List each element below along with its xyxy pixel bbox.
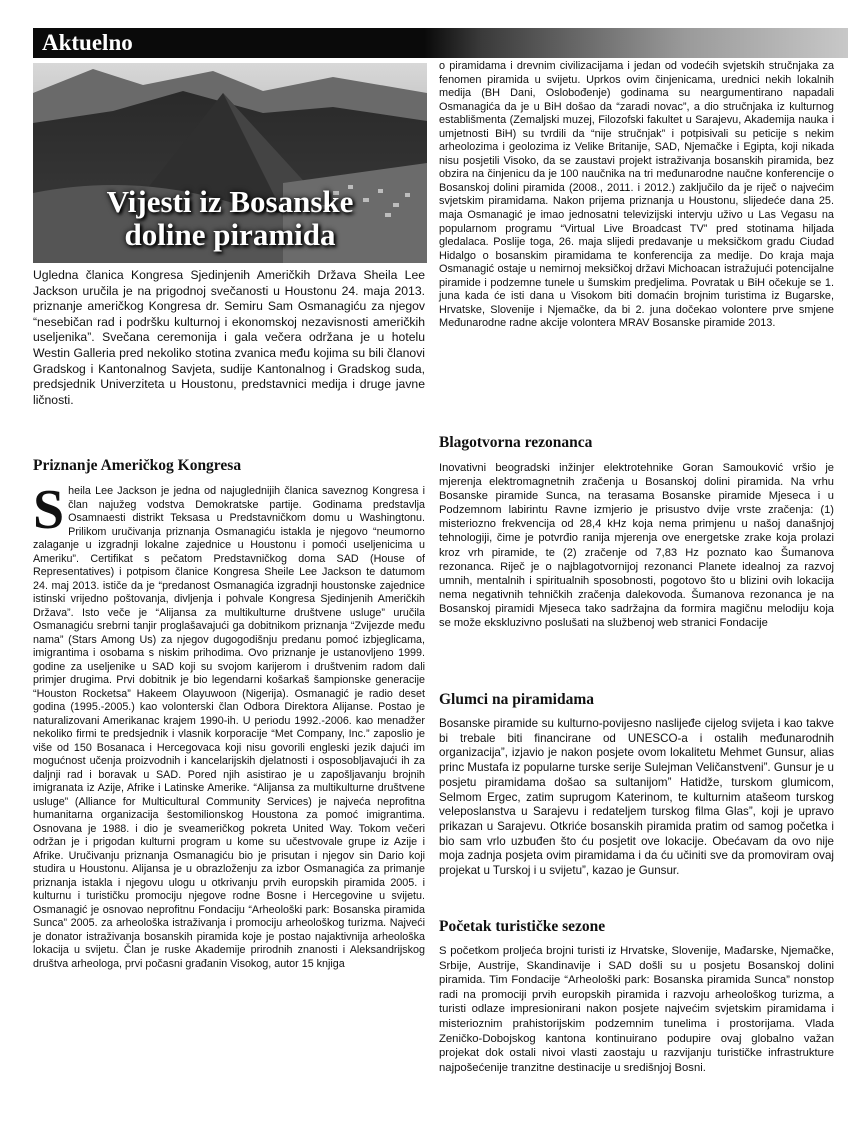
section-body: S početkom proljeća brojni turisti iz Hrvatske, Slovenije, Mađarske, Njemačke, Srbije, Austrije, Skandinavije i SAD došli su u posjetu Bosanskoj dolini piramida. Tim Fondacije “Arheološki park: Bosanska piramida Sunca” nonstop radi na promociji prvih europskih piramida i razvoju arheološkog turizma, a turisti odlaze impresionirani nakon posjete najvećim svjetskim piramidama i misterioznim prahistorijskim podzemnim tunelima i prostorijama. Vlada Zeničko-Dobojskog kantona kontinuirano podupire ovaj globalno važan projekat dok ostali nivoi vlasti zaostaju u razvijanju turističke infrastrukture najpošećenije tranzitne destinacije u središnjoj Bosni. xyxy=(439,945,834,1074)
section-heading: Glumci na piramidama xyxy=(439,691,595,708)
section-glumci xyxy=(439,691,834,879)
continuation-block xyxy=(439,60,834,331)
section-body: heila Lee Jackson je jedna od najuglednijih članica saveznog Kongresa i član najužeg vodstva Demokratske partije. Godinama predstavlja Osamnaesti distrikt Teksasa u Predstavničkom domu u Washingtonu. Prilikom uručivanja priznanja Osmanagiću istakla je njegovo “neumorno zalaganje u izgradnji lokalne zajednice u Houstonu i pomoći useljenicima u Ameriku”. Certifikat s pečatom Predstavničkog doma SAD (House of Representatives) i potpisom članice Kongresa Sheile Lee Jackson te datumom 24. maj 2013. ističe da je “predanost Osmanagića izgradnji houstonske zajednice istinski vrijedno poštovanja, divljenja i pohvale Kongresa Sjedinjenih Američkih Država”. Isto veče je “Alijansa za multikulturne društvene usluge” uručila Osmanagiću srebrni tanjir proglašavajući ga dobitnikom priznanja “Zvijezde među nama” (Stars Among Us) za njegov dugogodišnju predanu pomoć izbjeglicama, imigrantima i osobama s niskim prihodima. Ovo priznanje je ustanovljeno 1999. godine za useljenike u SAD koji su svojom karijerom i društvenim radom dali primjer drugima. Prvi dobitnik je bio legendarni košarkaš šampionske generacije “Houston Rocketsa” Hakeem Olayuwoon (Nigerija). Osmanagić je radio deset godina (1995.-2005.) kao volonterski član Odbora Direktora Alijanse. Postao je naturalizovani Amerikanac krajem 1990-ih. U periodu 1992.-2006. kao menadžer nekoliko firmi te predsjednik i vlasnik korporacije “Met Company, Inc.” zaposlio je više od 150 Bosanaca i Hercegovaca koji nisu govorili engleski jezik dajući im mogućnost učenja proizvodnih i kancelarijskih djelatnosti i osposobljavajući ih za daljnji rad i boravak u SAD. Pored njih asistirao je u zapošljavanju brojnih imigranata iz Azije, Afrike i Latinske Amerike. “Alijansa za multikulturne društvene usluge” (Alliance for Multicultural Community Services) je najveća neprofitna humanitarna organizacija šestomilionskog Houstona za pomoć imigrantima. Osnovana je 1988. i dio je sveameričkog pokreta United Way. Tokom večeri održan je i prigodan kulturni program u kome su učestvovale grupe iz Azije i Afrike. Uručivanju priznanja Osmanagiću bio je prisutan i njegov sin Dario koji studira u Houstonu. Alijansa je u obrazloženju za izbor Osmanagića za primanje priznanja istakla i njegovu ulogu u otkrivanju prvih europskih piramida 2005. i kulturnu i turističku promociju njegove rodne Bosne i Hercegovine u svijetu. Osmanagić je osnovao neprofitnu Fondaciju “Arheološki park: Bosanska piramida Sunca” 2005. za arheološka istraživanja i promociju arheološkog turizma. Najveći je donator istraživanja bosanskih piramida koje je postao najaktivnija arheološka lokacija u svijetu. Član je ruske Akademije prirodnih znanosti i Aleksandrijskog društva arheologa, prvi počasni građanin Visokog, autor 15 knjiga xyxy=(33,485,425,970)
continuation-paragraph: o piramidama i drevnim civilizacijama i jedan od vodećih svjetskih stručnjaka za fenomen piramida u svijetu. Uprkos ovim činjenicama, urednici nekih lokalnih medija (BH Dani, Oslobođenje) godinama su neargumentirano napadali Osmanagića da je u BiH došao da “zaradi novac”, a dio stručnjaka iz kulturnog establišmenta (Zemaljski muzej, Filozofski fakultet u Sarajevu, Akademija nauka i umjetnosti BiH) su tvrdili da “nije stručnjak” i potpisivali su peticije s nekim arheolozima i geolozima iz Velike Britanije, SAD, Njemačke i Egipta, koji nikada nisu posjetili Visoko, da se zaustavi projekt istraživanja bosanskih piramida, bez obzira na činjenicu da je 100 naučnika na tri međunarodne naučne konferencije o Bosanskoj dolini piramida (2008., 2011. i 2012.) zaključilo da je riječ o najvećim svjetskim piramidama. Nakon prijema priznanja u Houstonu, slijedeće dana 25. maja Osmanagić je imao jednosatni televizijski intervju uživo u Las Vegasu na popularnom programu “Virtual Live Broadcast TV” pred stotinama hiljada gledalaca. Poslije toga, 26. maja slijedi predavanje u meksičkom gradu Ciudad Hidalgo o bosanskim piramidama te konferencija za medije. Do kraja maja Osmanagić ostaje u nemirnoj meksičkoj državi Michoacan istražujući potencijalne piramide i podzemne tunele u šumskim predjelima. Povratak u BiH očekuje se 1. juna kada će isti dana u Visokom biti domaćin brojnim turistima iz Bugarske, Hrvatske, Slovenije i Njemačke, da bi 2. juna dočekao volontere prve smjene Međunarodne radne akcije volontera MRAV Bosanske piramide 2013. xyxy=(439,60,834,330)
section-heading: Blagotvorna rezonanca xyxy=(439,434,593,451)
section-priznanje xyxy=(33,457,425,971)
section-heading: Priznanje Američkog Kongresa xyxy=(33,457,242,474)
hero-title-line2: doline piramida xyxy=(124,217,336,252)
section-body: Inovativni beogradski inžinjer elektrotehnike Goran Samouković vršio je mjerenja elektromagnetnih zračenja u Bosanskoj dolini piramida. Na vrhu Bosanske piramide Sunca, na terasama Bosanske piramide Mjeseca i u Podzemnom labirintu Ravne izmjerio je prisustvo dvije vrste zračenja: (1) misteriozno frekvencija od 28,4 kHz koja nema primjenu u našoj današnjoj tehnologiji, čime je potvrđio ranija mjerenja ove energetske zrake koja prolazi kroz vrh piramide, te (2) zračenje od 7,83 Hz poznato kao Šumanova rezonanca. Riječ je o najblagotvornijoj rezonanci Planete idealnoj za razvoj umnih, mentalnih i spiritualnih sposobnosti, pogotovo što u blizini ovih lokacija nema negativnih tehničkih zračenja dalekovoda. Šumanova rezonanca je na Bosanskoj piramidi Mjeseca tako sadržajna da formira magičnu melodiju koja se može ekskluzivno poslušati na službenoj web stranici Fondacije xyxy=(439,462,834,630)
banner-title: Aktuelno xyxy=(42,30,133,55)
hero-title-line1: Vijesti iz Bosanske xyxy=(106,184,354,219)
section-banner xyxy=(33,28,848,58)
section-heading: Početak turističke sezone xyxy=(439,918,606,935)
hero-photo xyxy=(33,63,427,263)
drop-cap: S xyxy=(33,479,65,541)
intro-paragraph: Ugledna članica Kongresa Sjedinjenih Američkih Država Sheila Lee Jackson uručila je na prigodnoj svečanosti u Houstonu 24. maja 2013. priznanje američkog Kongresa dr. Semiru Sam Osmanagiću za njegov “nesebičan rad i podršku kulturnoj i ekonomskoj nezavisnosti američkih useljenika”. Svečana ceremonija i gala večera održana je u hotelu Westin Galleria pred nekoliko stotina zvanica među kojima su bili članovi Gradskog i Kantonalnog Savjeta, sudije Kantonalnog i Gradskog suda, predsjednik Univerziteta u Houstonu, predstavnici medija i druge javne ličnosti. xyxy=(33,268,425,407)
section-body: Bosanske piramide su kulturno-povijesno naslijeđe cijelog svijeta i kao takve bi trebale biti financirane od UNESCO-a i ostalih međunarodnih organizacija”, izjavio je nakon posjete ovom lokalitetu Mehmet Gunsur, alias princ Mustafa iz popularne turske serije Sulejman Veličanstveni”. Gunsur je u posjetu piramidama došao sa sultanijom” Hatidže, turskom glumicom, Selmom Ergec, zatim suprugom Katerinom, te kulturnim atašeom turskog veleposlanstva u Sarajevu i redateljem turskog filma Glas”, koji je upravo prikazan u Sarajevu. Otkriće bosanskih piramida pratim od samog početka i bio sam vrlo uzbuđen što ću posjetit ove lokacije. Obećavam da ovo nije moja zadnja posjeta ovim piramidama i da ću učiniti sve da promoviram ovaj projekat u Turskoj i u svijetu”, kazao je Gunsur. xyxy=(439,717,834,878)
section-rezonanca xyxy=(439,434,834,630)
section-sezona xyxy=(439,918,834,1075)
intro-block xyxy=(33,268,425,408)
hero-title xyxy=(33,185,427,251)
